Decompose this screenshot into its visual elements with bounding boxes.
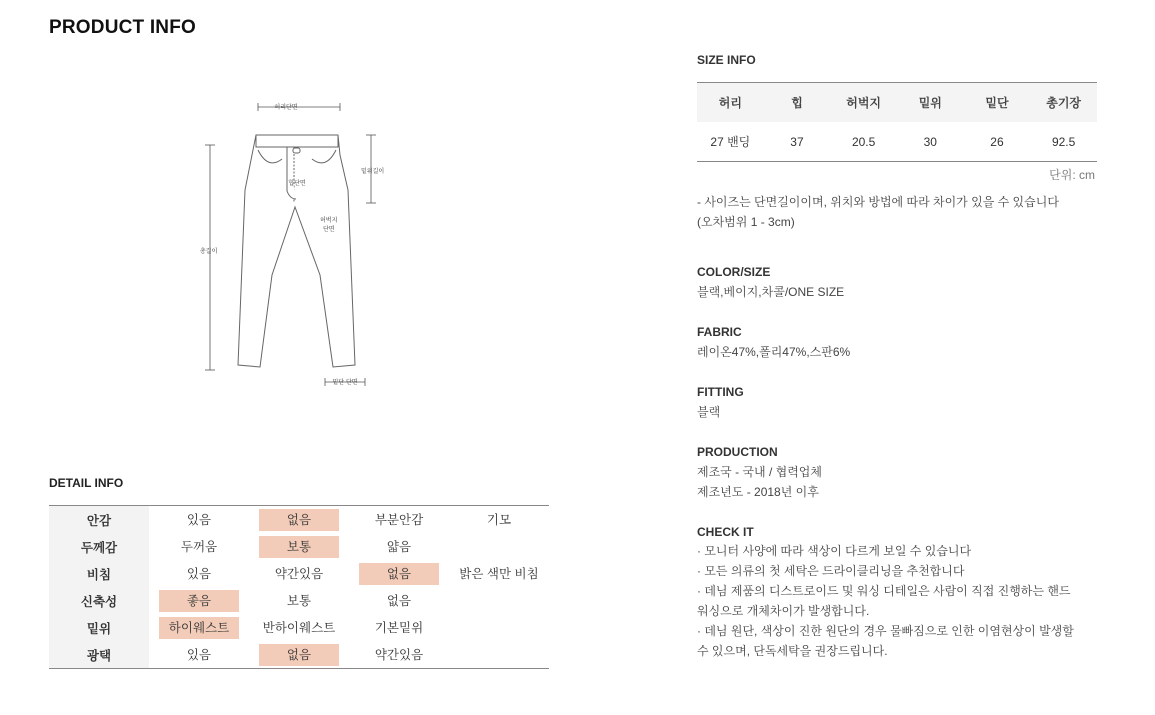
detail-option-label: 얇음 (386, 539, 412, 554)
check-it-title: CHECK IT (697, 525, 754, 539)
detail-option-label: 보통 (286, 593, 312, 608)
size-cell: 30 (923, 134, 937, 149)
check-it-line: · 모든 의류의 첫 세탁은 드라이클리닝을 추천합니다 (697, 564, 965, 578)
detail-option-label: 약간있음 (374, 647, 424, 662)
check-it-line: · 데님 원단, 색상이 진한 원단의 경우 물빠짐으로 인한 이염현상이 발생할 (697, 624, 1074, 638)
detail-option (149, 533, 249, 560)
size-cell: 26 (990, 134, 1004, 149)
detail-row-label: 비침 (49, 560, 149, 587)
detail-option-label: 보통 (259, 536, 339, 558)
detail-option-selected (149, 614, 249, 641)
page-title: PRODUCT INFO (49, 17, 197, 38)
detail-option (449, 614, 549, 641)
production-line-2: 제조년도 - 2018년 이후 (697, 485, 819, 499)
detail-option-selected (249, 533, 349, 560)
detail-option-label (459, 590, 539, 612)
check-it-line: · 모니터 사양에 따라 색상이 다르게 보일 수 있습니다 (697, 544, 972, 558)
detail-option (449, 587, 549, 614)
size-header-cell: 밑단 (964, 83, 1031, 123)
detail-option-label: 반하이웨스트 (262, 620, 336, 635)
size-cell: 27 밴딩 (710, 135, 751, 149)
detail-option-label: 부분안감 (374, 512, 424, 527)
fitting-title: FITTING (697, 385, 744, 399)
size-header-cell: 허리 (697, 83, 764, 123)
length-label: 총길이 (200, 248, 218, 255)
detail-option (449, 533, 549, 560)
detail-option-selected (349, 560, 449, 587)
detail-row-label: 광택 (49, 641, 149, 669)
detail-row-label: 안감 (49, 506, 149, 534)
detail-option-label: 밝은 색만 비침 (459, 566, 539, 581)
thigh-label-line1: 허벅지 (320, 217, 338, 224)
detail-option-label: 기모 (486, 512, 512, 527)
detail-option-label: 약간있음 (274, 566, 324, 581)
detail-option (249, 560, 349, 587)
hem-label: 밑단 단면 (332, 379, 358, 386)
detail-row (49, 587, 549, 614)
detail-row (49, 614, 549, 641)
detail-option (349, 641, 449, 669)
color-size-title: COLOR/SIZE (697, 265, 771, 279)
size-info-table (697, 82, 1097, 162)
pants-size-diagram (190, 95, 400, 395)
detail-option-label: 두꺼움 (180, 539, 218, 554)
detail-option-selected (249, 506, 349, 534)
unit-label: 단위: cm (1049, 168, 1095, 182)
detail-row (49, 560, 549, 587)
detail-row (49, 641, 549, 669)
detail-row (49, 533, 549, 560)
size-header-cell: 힙 (764, 83, 831, 123)
detail-option (349, 614, 449, 641)
detail-option (349, 506, 449, 534)
detail-row-label: 두께감 (49, 533, 149, 560)
detail-option (249, 587, 349, 614)
detail-option-label: 있음 (186, 566, 212, 581)
color-size-value: 블랙,베이지,차콜/ONE SIZE (697, 285, 845, 299)
detail-option (349, 533, 449, 560)
production-title: PRODUCTION (697, 445, 778, 459)
detail-option-selected (149, 587, 249, 614)
size-note-line-1: - 사이즈는 단면길이이며, 위치와 방법에 따라 차이가 있을 수 있습니다 (697, 195, 1059, 209)
detail-option (149, 641, 249, 669)
detail-option-label: 있음 (186, 512, 212, 527)
size-note (697, 192, 1059, 232)
size-header-cell: 허벅지 (830, 83, 897, 123)
detail-option-label (459, 617, 539, 639)
rise-label: 밑위길이 (361, 168, 385, 175)
size-note-line-2: (오차범위 1 - 3cm) (697, 215, 795, 229)
pants-outline (238, 135, 355, 367)
check-it-line: 워싱으로 개체차이가 발생합니다. (697, 604, 870, 618)
thigh-label-line2: 단면 (323, 226, 335, 233)
size-cell: 92.5 (1051, 134, 1076, 149)
fabric-value: 레이온47%,폴리47%,스판6% (697, 345, 851, 359)
detail-option-label: 없음 (386, 593, 412, 608)
detail-option-label: 하이웨스트 (159, 617, 239, 639)
detail-option (449, 560, 549, 587)
detail-option-label: 없음 (359, 563, 439, 585)
detail-option-label: 있음 (186, 647, 212, 662)
detail-row-label: 밑위 (49, 614, 149, 641)
size-header-cell: 총기장 (1030, 83, 1097, 123)
check-it-line: · 데님 제품의 디스트로이드 및 워싱 디테일은 사람이 직접 진행하는 핸드 (697, 584, 1071, 598)
detail-option-selected (249, 641, 349, 669)
fitting-value: 블랙 (697, 405, 721, 419)
check-it-list (697, 541, 1097, 661)
detail-info-title: DETAIL INFO (49, 476, 124, 490)
detail-option-label: 기본밑위 (374, 620, 424, 635)
detail-option (349, 587, 449, 614)
size-cell: 20.5 (851, 134, 876, 149)
detail-info-table (49, 505, 549, 669)
size-header-cell: 밑위 (897, 83, 964, 123)
size-table-header (697, 83, 1097, 123)
detail-option-label: 좋음 (159, 590, 239, 612)
detail-option (449, 641, 549, 669)
fabric-title: FABRIC (697, 325, 742, 339)
waist-label: 허리단면 (274, 104, 298, 111)
check-it-line: 수 있으며, 단독세탁을 권장드립니다. (697, 644, 888, 658)
detail-option-label: 없음 (259, 509, 339, 531)
detail-option (249, 614, 349, 641)
detail-option (449, 506, 549, 534)
detail-option (149, 506, 249, 534)
detail-row-label: 신축성 (49, 587, 149, 614)
size-info-title: SIZE INFO (697, 53, 756, 67)
detail-option-label (459, 644, 539, 666)
hip-label: 힙단면 (288, 180, 306, 187)
detail-row (49, 506, 549, 534)
size-cell: 37 (790, 134, 804, 149)
production-line-1: 제조국 - 국내 / 협력업체 (697, 465, 822, 479)
size-row (697, 122, 1097, 162)
detail-option (149, 560, 249, 587)
pants-diagram-svg (190, 95, 400, 395)
detail-option-label: 없음 (259, 644, 339, 666)
detail-option-label (459, 536, 539, 558)
